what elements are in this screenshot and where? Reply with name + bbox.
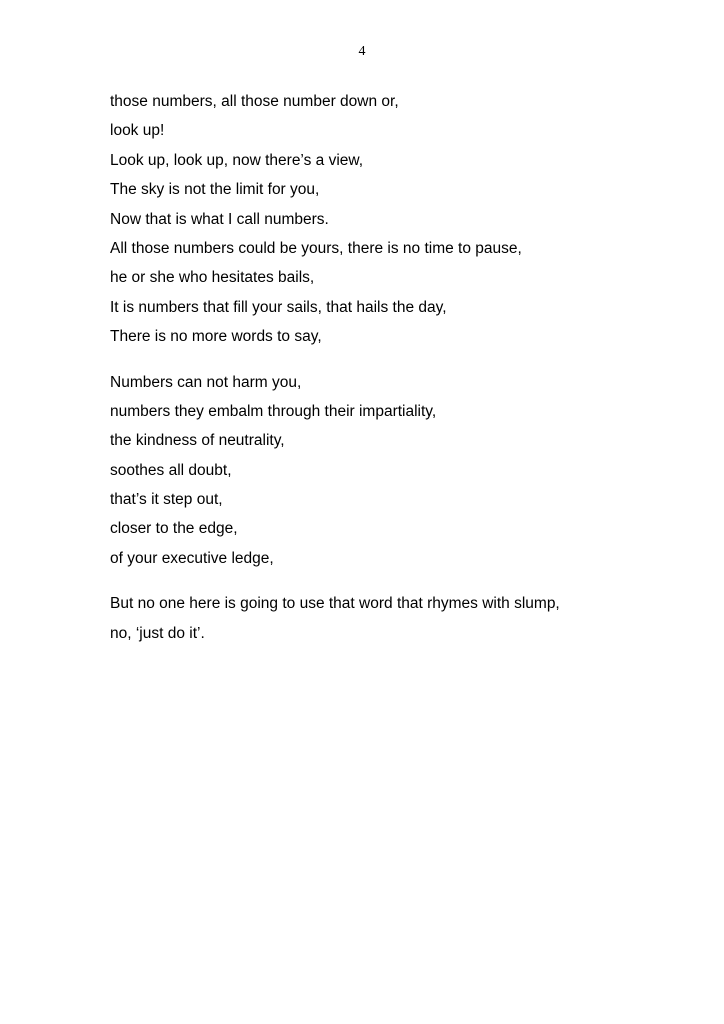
- poem-line: All those numbers could be yours, there is no time to pause,: [110, 239, 522, 257]
- poem-line: But no one here is going to use that word that rhymes with slump,: [110, 595, 560, 613]
- poem-line: soothes all doubt,: [110, 461, 232, 479]
- poem-line: Look up, look up, now there’s a view,: [110, 151, 364, 169]
- poem-line: the kindness of neutrality,: [110, 432, 285, 450]
- poem-line: numbers they embalm through their impartiality,: [110, 402, 437, 420]
- poem-line: There is no more words to say,: [110, 328, 322, 346]
- poem-line: that’s it step out,: [110, 491, 223, 509]
- poem-line: those numbers, all those number down or,: [110, 93, 399, 110]
- page-number: 4: [358, 44, 366, 59]
- stanza-1: [110, 87, 710, 352]
- stanza-3: [110, 589, 710, 648]
- poem-line: no, ‘just do it’.: [110, 624, 205, 642]
- poem-line: of your executive ledge,: [110, 549, 274, 567]
- poem-line: he or she who hesitates bails,: [110, 269, 315, 287]
- poem-line: look up!: [110, 122, 165, 140]
- poem-line: Now that is what I call numbers.: [110, 210, 329, 228]
- stanza-2: [110, 368, 710, 574]
- poem-line: The sky is not the limit for you,: [110, 181, 320, 199]
- poem-body: [110, 87, 710, 664]
- poem-line: It is numbers that fill your sails, that hails the day,: [110, 298, 447, 316]
- poem-line: Numbers can not harm you,: [110, 373, 302, 391]
- poem-line: closer to the edge,: [110, 520, 238, 538]
